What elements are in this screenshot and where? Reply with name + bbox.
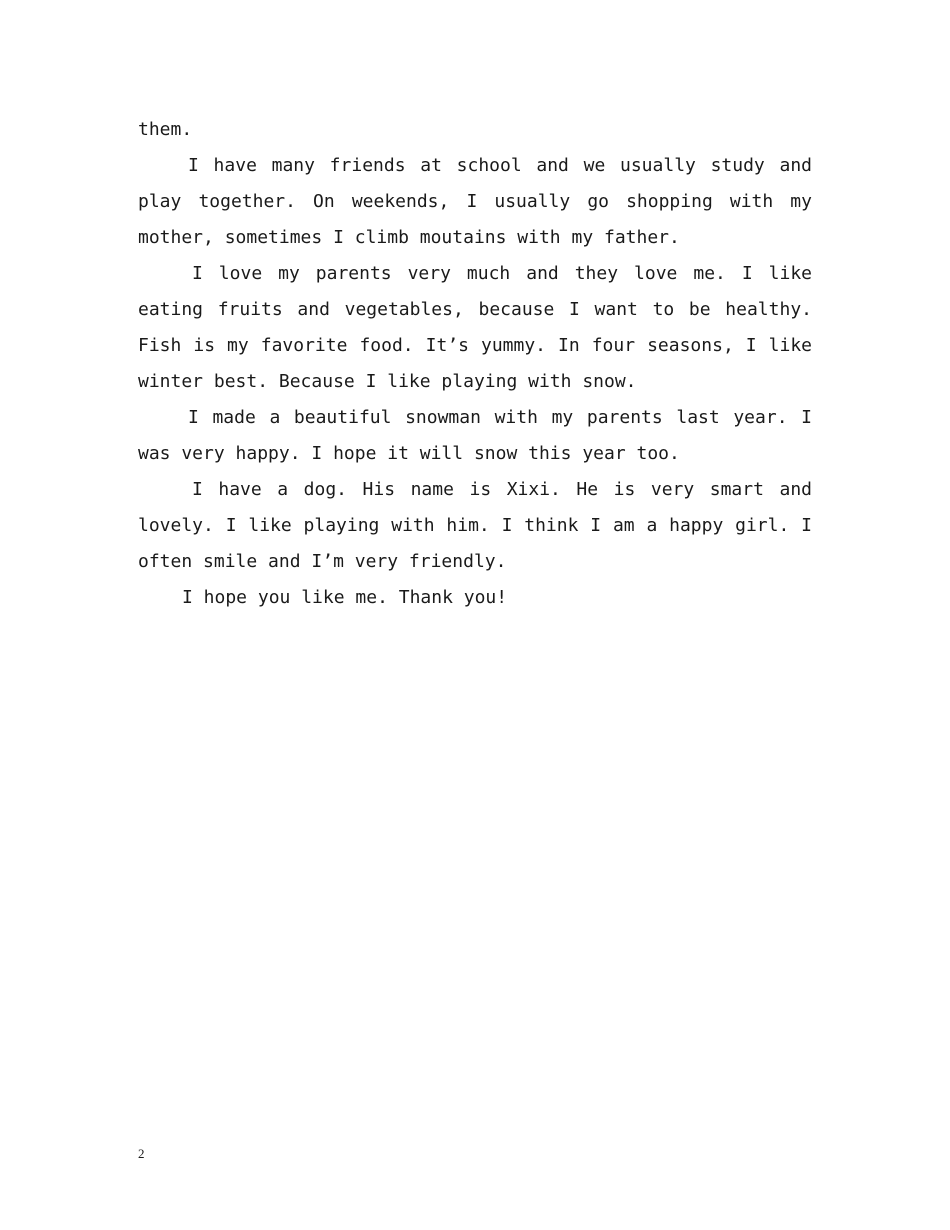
continuation-line: them. <box>138 119 193 140</box>
paragraph-2-line-2: eating fruits and vegetables, because I want to be healthy. <box>138 299 812 320</box>
paragraph-1-line-2: play together. On weekends, I usually go shopping with my <box>138 191 812 212</box>
page-number: 2 <box>138 1146 145 1161</box>
paragraph-2-line-1: I love my parents very much and they love me. I like <box>192 263 812 284</box>
paragraph-4-line-3: often smile and I’m very friendly. <box>138 551 507 572</box>
paragraph-4-line-1: I have a dog. His name is Xixi. He is very smart and <box>192 479 812 500</box>
paragraph-5-line-1: I hope you like me. Thank you! <box>182 587 508 608</box>
paragraph-3-line-1: I made a beautiful snowman with my parents last year. I <box>188 407 812 428</box>
paragraph-1-line-3: mother, sometimes I climb moutains with my father. <box>138 227 680 248</box>
paragraph-4-line-2: lovely. I like playing with him. I think I am a happy girl. I <box>138 515 812 536</box>
paragraph-1-line-1: I have many friends at school and we usually study and <box>188 155 812 176</box>
paragraph-2-line-4: winter best. Because I like playing with snow. <box>138 371 637 392</box>
paragraph-3-line-2: was very happy. I hope it will snow this year too. <box>138 443 680 464</box>
paragraph-2-line-3: Fish is my favorite food. It’s yummy. In four seasons, I like <box>138 335 812 356</box>
document-body <box>138 112 812 616</box>
